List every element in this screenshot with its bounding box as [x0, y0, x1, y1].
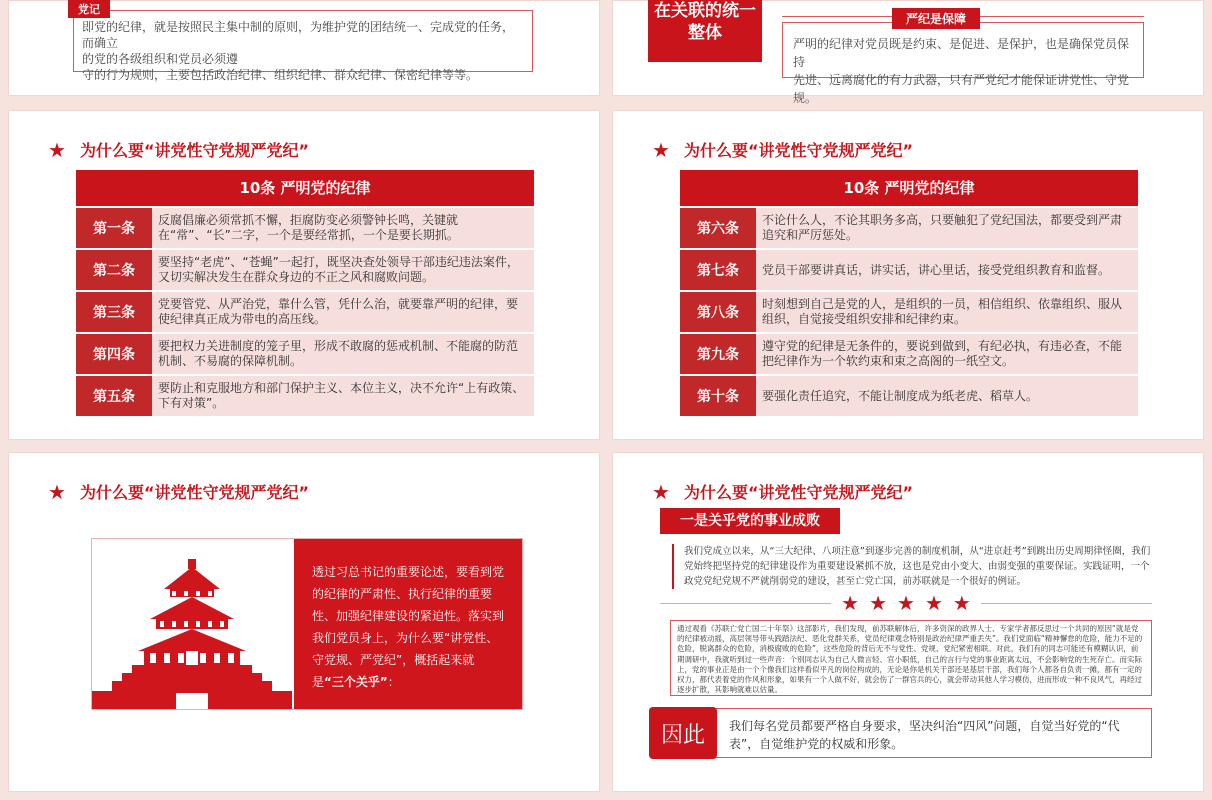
guarantee-line-2: 先进、远离腐化的有力武器，只有严党纪才能保证讲党性、守党规。 — [793, 73, 1130, 105]
unity-label-line-1: 在关联的统一 — [654, 1, 756, 21]
temple-panel — [91, 538, 523, 710]
film-reflection-paragraph: 通过观看《苏联亡党亡国二十年祭》这部影片，我们发现，前苏联解体后，许多资深的政界人士、专家学者都反思过一个共同的原因“就是党的纪律被动摇，高层领导带头践踏法纪、恶化党群关系，党员纪律观念特别是政治纪律严重丢失”。我们党面临“精神懈怠的危险，能力不足的危险，脱离群众的危险，消极腐败的危险”，这些危险的背后无不与党性、党规、党纪紧密相联。对此，我们有的同志可能还有模糊认识，前期调研中，我就听到过一些声音：个别同志认为自己人微言轻、官小职低，自己的言行与党的事业距离太远，不会影响党的生死存亡。而实际上，党的事业正是由一个个像我们这样看似平凡的岗位构成的，无论是你是机关干部还是基层干部，我们每个人都各自负责一摊，都有一定的权力，都代表着党的作风和形象，如果有一个人做不好，就会伤了一群官兵的心，就会带动其他人学习模仿，进而形成一种不良风气，再经过逐步扩散，其影响就难以估量。 — [670, 620, 1152, 696]
history-paragraph: 我们党成立以来，从“三大纪律、八项注意”到逐步完善的制度机制，从“进京赶考”到跳出历史周期律怪圈，我们党始终把坚持党的纪律建设作为重要建设紧抓不放，这也是党由小变大、由弱变强的重要保证。实践证明，一个政党党纪党规不严就削弱党的建设，甚至亡党亡国，前苏联就是一个很好的例证。 — [672, 544, 1154, 589]
temple-of-heaven-icon — [92, 539, 292, 709]
slide-articles-1-5[interactable] — [8, 110, 600, 440]
unity-label-line-2: 整体 — [688, 23, 722, 43]
slide-career-success[interactable] — [612, 452, 1204, 792]
article-label: 第二条 — [76, 250, 152, 290]
conclusion-box — [650, 708, 1152, 758]
article-label: 第六条 — [680, 208, 756, 248]
article-label: 第九条 — [680, 334, 756, 374]
article-text-content: 党员干部要讲真话，讲实话，讲心里话，接受党组织教育和监督。 — [762, 262, 1111, 277]
article-text — [756, 334, 1138, 374]
star-icon: ★ — [924, 591, 943, 615]
articles-table — [76, 170, 534, 416]
definition-line-3: 守的行为规则，主要包括政治纪律、组织纪律、群众纪律、保密纪律等等。 — [82, 68, 479, 82]
article-text — [756, 208, 1138, 248]
article-label: 第三条 — [76, 292, 152, 332]
section-title-text: 为什么要“讲党性守党规严党纪” — [79, 483, 309, 502]
star-icon: ★ — [869, 591, 888, 615]
article-text-content: 要坚持“老虎”、“苍蝇”一起打，既坚决查处领导干部违纪违法案件，又切实解决发生在群众身边的不正之风和腐败问题。 — [158, 255, 519, 284]
table-row — [680, 208, 1138, 248]
section-title — [652, 138, 913, 161]
article-text — [152, 250, 534, 290]
table-row — [680, 250, 1138, 290]
article-text-content: 不论什么人，不论其职务多高，只要触犯了党纪国法，都要受到严肃追究和严厉惩处。 — [762, 213, 1123, 242]
article-label: 第五条 — [76, 376, 152, 416]
article-text-content: 要强化责任追究，不能让制度成为纸老虎、稻草人。 — [762, 388, 1039, 403]
star-icon: ★ — [48, 479, 66, 504]
table-row — [76, 250, 534, 290]
star-icon: ★ — [652, 479, 670, 504]
definition-box — [73, 10, 533, 82]
table-title: 10条 严明党的纪律 — [76, 170, 534, 206]
definition-line-2: 的党的各级组织和党员必须遵 — [82, 52, 239, 66]
section-title-text: 为什么要“讲党性守党规严党纪” — [683, 483, 913, 502]
unity-label — [648, 0, 762, 62]
table-row — [76, 292, 534, 332]
table-row — [76, 334, 534, 374]
article-text — [152, 376, 534, 416]
star-icon: ★ — [48, 137, 66, 162]
table-row — [680, 334, 1138, 374]
article-text — [152, 208, 534, 248]
definition-line-1: 即党的纪律，就是按照民主集中制的原则，为维护党的团结统一、完成党的任务，而确立 — [82, 20, 515, 50]
slide-party-discipline-definition[interactable] — [8, 0, 600, 96]
section-title — [48, 138, 309, 161]
section-title-text: 为什么要“讲党性守党规严党纪” — [683, 141, 913, 160]
table-row — [76, 376, 534, 416]
table-title: 10条 严明党的纪律 — [680, 170, 1138, 206]
star-icon: ★ — [897, 591, 915, 615]
article-text-content: 反腐倡廉必须常抓不懈，拒腐防变必须警钟长鸣，关键就在“常”、“长”二字，一个是要经常抓，一个是要长期抓。 — [158, 213, 459, 242]
therefore-tag: 因此 — [649, 707, 717, 759]
star-icon: ★ — [841, 591, 860, 615]
article-text — [152, 334, 534, 374]
article-label: 第八条 — [680, 292, 756, 332]
table-row — [680, 292, 1138, 332]
article-label: 第十条 — [680, 376, 756, 416]
conclusion-text: 我们每名党员都要严格自身要求，坚决纠治“四风”问题，自觉当好党的“代表”，自觉维护党的权威和形象。 — [729, 719, 1120, 751]
divider-line — [981, 603, 1152, 604]
definition-tag: 党记 — [68, 0, 110, 18]
article-text — [756, 292, 1138, 332]
article-label: 第七条 — [680, 250, 756, 290]
subsection-banner: 一是关乎党的事业成败 — [660, 508, 840, 534]
section-title — [48, 480, 309, 503]
article-label: 第一条 — [76, 208, 152, 248]
article-text-content: 遵守党的纪律是无条件的，要说到做到，有纪必执，有违必查，不能把纪律作为一个软约束和束之高阁的一纸空文。 — [762, 339, 1123, 368]
article-text — [152, 292, 534, 332]
section-title-text: 为什么要“讲党性守党规严党纪” — [79, 141, 309, 160]
slide-three-concerns[interactable] — [8, 452, 600, 792]
slide-articles-6-10[interactable] — [612, 110, 1204, 440]
article-text-content: 时刻想到自己是党的人，是组织的一员，相信组织、依靠组织、服从组织，自觉接受组织安排和纪律约束。 — [762, 297, 1123, 326]
three-concerns-text — [294, 539, 522, 709]
guarantee-box — [782, 22, 1144, 105]
star-icon: ★ — [652, 137, 670, 162]
slide-discipline-guarantee[interactable] — [612, 0, 1204, 105]
stars-divider — [660, 592, 1152, 614]
article-text-content: 要防止和克服地方和部门保护主义、本位主义，决不允许“上有政策、下有对策”。 — [158, 381, 525, 410]
section-title — [652, 480, 913, 503]
guarantee-tag: 严纪是保障 — [892, 8, 980, 29]
table-row — [680, 376, 1138, 416]
article-text — [756, 250, 1138, 290]
article-label: 第四条 — [76, 334, 152, 374]
three-concerns-bold: “三个关乎” — [324, 675, 388, 689]
articles-table — [680, 170, 1138, 416]
three-concerns-colon: ： — [387, 675, 400, 689]
three-concerns-body: 透过习总书记的重要论述，要看到党的纪律的严肃性、执行纪律的重要性、加强纪律建设的紧迫性。落实到我们党员身上，为什么要“讲党性、守党规、严党纪”，概括起来就是 — [312, 565, 505, 689]
article-text-content: 党要管党、从严治党，靠什么管，凭什么治，就要靠严明的纪律，要使纪律真正成为带电的高压线。 — [158, 297, 519, 326]
star-icon: ★ — [952, 591, 971, 615]
article-text-content: 要把权力关进制度的笼子里，形成不敢腐的惩戒机制、不能腐的防范机制、不易腐的保障机制。 — [158, 339, 519, 368]
article-text — [756, 376, 1138, 416]
guarantee-line-1: 严明的纪律对党员既是约束、是促进、是保护，也是确保党员保持 — [793, 37, 1130, 69]
divider-line — [660, 603, 831, 604]
table-row — [76, 208, 534, 248]
